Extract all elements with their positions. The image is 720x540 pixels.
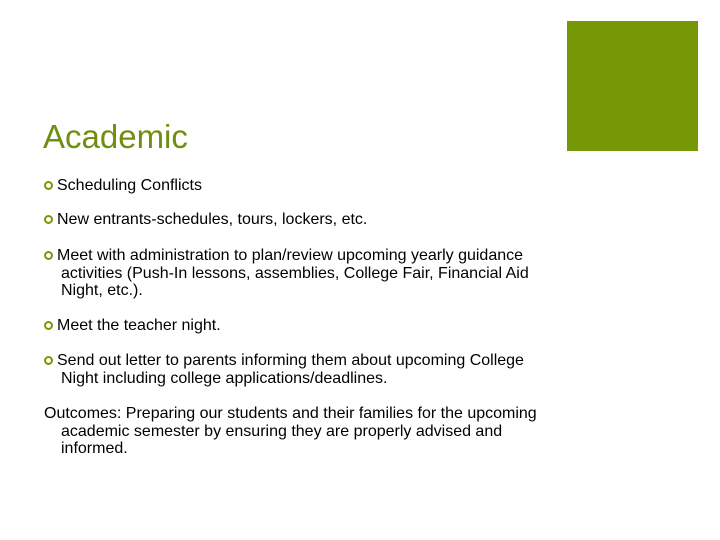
bullet-text: Scheduling Conflicts	[57, 177, 202, 194]
circle-bullet-icon	[44, 356, 53, 365]
bullet-item	[44, 247, 541, 300]
accent-square	[567, 21, 698, 151]
circle-bullet-icon	[44, 251, 53, 260]
bullet-text: New entrants-schedules, tours, lockers, etc.	[57, 211, 368, 228]
circle-bullet-icon	[44, 181, 53, 190]
bullet-text: Meet the teacher night.	[57, 317, 221, 334]
bullet-item	[44, 177, 581, 195]
circle-bullet-icon	[44, 215, 53, 224]
bullet-item	[44, 352, 541, 387]
bullet-text: Meet with administration to plan/review upcoming yearly guidance activities (Push-In lessons, assemblies, College Fair, Financial Aid Night, etc.).	[57, 247, 529, 299]
bullet-text: Send out letter to parents informing them about upcoming College Night including college applications/deadlines.	[57, 352, 524, 387]
outcomes-paragraph: Outcomes: Preparing our students and their families for the upcoming academic semester by ensuring they are properly advised and informed.	[44, 405, 537, 457]
circle-bullet-icon	[44, 321, 53, 330]
slide-title: Academic	[43, 118, 188, 155]
bullet-item	[44, 317, 581, 335]
bullet-item	[44, 211, 581, 229]
